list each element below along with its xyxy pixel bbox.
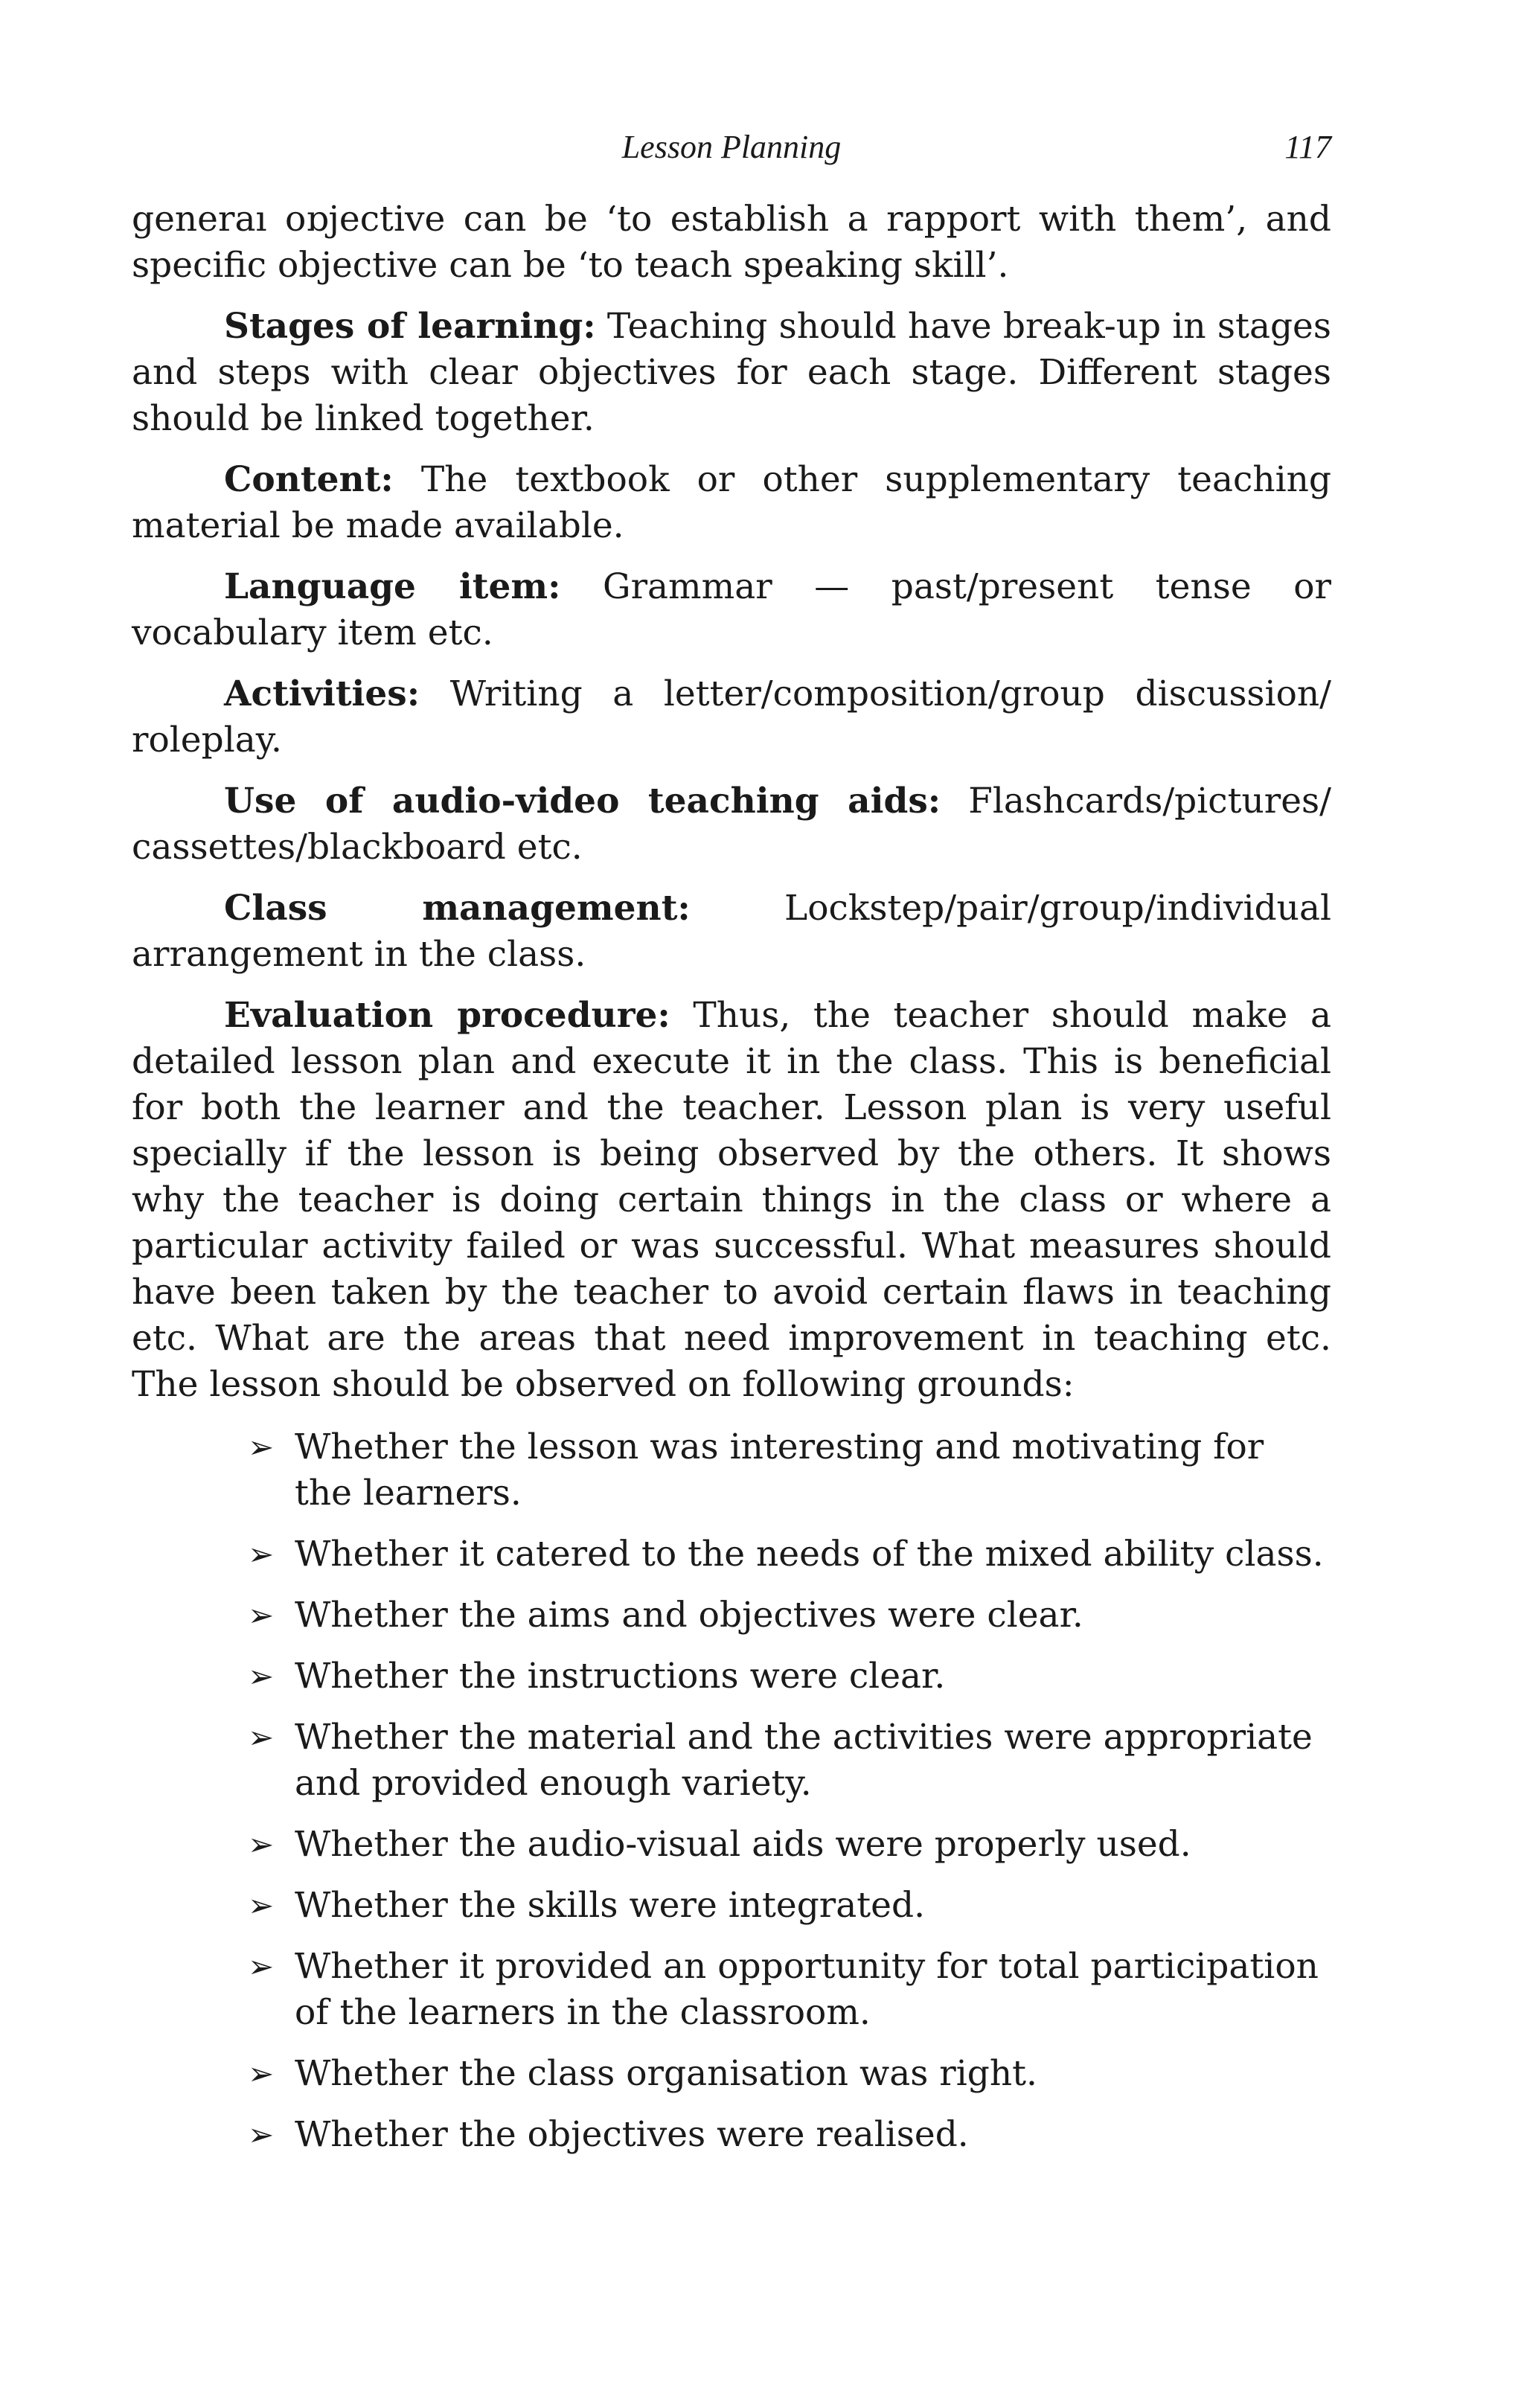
list-item-text: Whether the class organisation was right. <box>295 2053 1037 2094</box>
term-stages-of-learning: Stages of learning: <box>224 306 596 347</box>
term-content: Content: <box>224 459 394 500</box>
body-text <box>132 196 1331 2158</box>
paragraph-text: Grammar — past/present tense or vocabulary item etc. <box>132 566 1332 653</box>
arrowhead-bullet-icon: ➢ <box>248 2116 275 2153</box>
paragraph-activities <box>132 671 1331 763</box>
paragraph-audio-video-aids <box>132 778 1331 871</box>
book-page <box>132 128 1331 2173</box>
list-item-text: Whether the aims and objectives were clear. <box>295 1595 1083 1636</box>
list-item <box>132 1424 1331 1517</box>
arrowhead-bullet-icon: ➢ <box>248 1597 275 1633</box>
list-item-text: Whether the instructions were clear. <box>295 1656 946 1697</box>
list-item-text: Whether the audio-visual aids were properly used. <box>295 1824 1191 1865</box>
list-item <box>132 1714 1331 1807</box>
list-item <box>132 1653 1331 1700</box>
list-item <box>132 1822 1331 1868</box>
list-item <box>132 2051 1331 2097</box>
paragraph-class-management <box>132 886 1331 978</box>
list-item-text: Whether the lesson was interesting and motivating for the learners. <box>295 1426 1264 1514</box>
list-item <box>132 1883 1331 1929</box>
arrowhead-bullet-icon: ➢ <box>248 2055 275 2092</box>
paragraph-text: Teaching should have break-up in stages and steps with clear objectives for each stage. Different stages should be linked together. <box>132 306 1331 439</box>
list-item <box>132 1592 1331 1639</box>
paragraph-text: Lockstep/pair/group/individual arrangement in the class. <box>132 888 1331 975</box>
running-title: Lesson Planning <box>621 129 842 165</box>
observation-criteria-list <box>132 1424 1331 2158</box>
arrowhead-bullet-icon: ➢ <box>248 1658 275 1694</box>
paragraph-continued <box>132 196 1331 289</box>
arrowhead-bullet-icon: ➢ <box>248 1719 275 1755</box>
list-item-text: Whether it catered to the needs of the mixed ability class. <box>295 1534 1324 1575</box>
arrowhead-bullet-icon: ➢ <box>248 1887 275 1924</box>
paragraph-text: Writing a letter/composition/group discussion/ roleplay. <box>132 673 1331 760</box>
paragraph-evaluation-procedure <box>132 993 1331 1408</box>
page-number: 117 <box>1284 129 1331 165</box>
list-item <box>132 1531 1331 1578</box>
list-item-text: Whether the skills were integrated. <box>295 1885 926 1926</box>
paragraph-stages-of-learning <box>132 304 1331 442</box>
list-item <box>132 1944 1331 2036</box>
arrowhead-bullet-icon: ➢ <box>248 1429 275 1465</box>
paragraph-text: Flashcards/pictures/ cassettes/blackboard etc. <box>132 781 1331 868</box>
term-language-item: Language item: <box>224 566 561 607</box>
paragraph-text: Thus, the teacher should make a detailed lesson plan and execute it in the class. This is beneficial for both the learner and the teacher. Lesson plan is very useful specially if the lesson is being observed by the others. It shows why the teacher is doing certain things in the class or where a particular activity failed or was successful. What measures should have been taken by the teacher to avoid certain flaws in teaching etc. What are the areas that need improvement in teaching etc. The lesson should be observed on following grounds: <box>132 995 1331 1405</box>
list-item-text: Whether the material and the activities were appropriate and provided enough variety. <box>295 1717 1313 1804</box>
paragraph-text: The textbook or other supplementary teaching material be made available. <box>132 459 1331 546</box>
arrowhead-bullet-icon: ➢ <box>248 1536 275 1572</box>
running-header <box>132 128 1331 173</box>
list-item-text: Whether it provided an opportunity for total participation of the learners in the classroom. <box>295 1946 1319 2033</box>
paragraph-language-item <box>132 564 1331 656</box>
paragraph-content <box>132 457 1331 549</box>
paragraph-text: generaı oɒjective can be ‘to establish a rapport with them’, and specific objective can be ‘to teach speaking skill’. <box>132 199 1331 286</box>
term-activities: Activities: <box>224 673 420 714</box>
list-item <box>132 2112 1331 2158</box>
term-class-management: Class management: <box>224 888 691 929</box>
arrowhead-bullet-icon: ➢ <box>248 1826 275 1863</box>
arrowhead-bullet-icon: ➢ <box>248 1948 275 1985</box>
term-evaluation-procedure: Evaluation procedure: <box>224 995 670 1036</box>
term-audio-video-aids: Use of audio-video teaching aids: <box>224 781 941 822</box>
list-item-text: Whether the objectives were realised. <box>295 2114 969 2155</box>
